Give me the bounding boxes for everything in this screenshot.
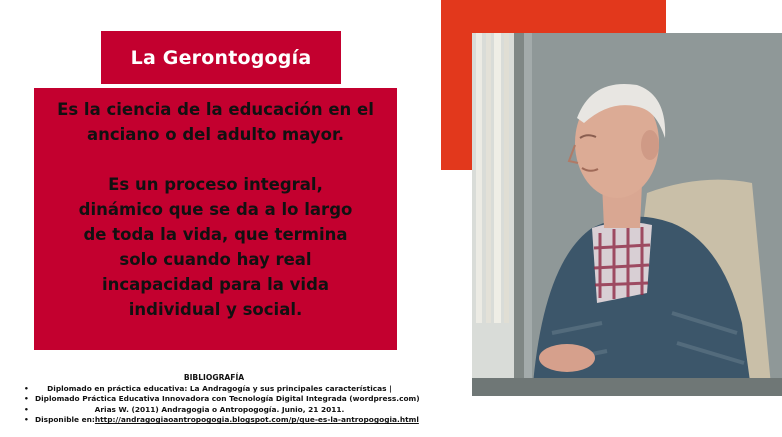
- bibliography-link-prefix: Disponible en:: [35, 415, 95, 425]
- slide-title-box: [101, 31, 341, 84]
- elderly-man-photo: [472, 33, 782, 396]
- bibliography-section: [24, 373, 420, 426]
- bibliography-link[interactable]: http://andragogiaoantropogogia.blogspot.com/p/que-es-la-antropogogia.html: [94, 415, 419, 425]
- definition-box: [34, 88, 397, 350]
- bibliography-item-text: Diplomado Práctica Educativa Innovadora con Tecnología Digital Integrada (wordpress.com): [35, 394, 420, 404]
- bibliography-item-text: Diplomado en práctica educativa: La Andragogía y sus principales características |: [47, 383, 392, 393]
- bibliography-item: [24, 394, 420, 405]
- slide-title: La Gerontogogía: [130, 46, 312, 69]
- bibliography-item: [24, 384, 404, 395]
- bibliography-list: [24, 383, 420, 426]
- bibliography-item: [24, 415, 419, 426]
- bibliography-item: [24, 405, 404, 416]
- definition-paragraph-1: Es la ciencia de la educación en el anciano o del adulto mayor.: [57, 100, 374, 144]
- definition-paragraph-2: Es un proceso integral, dinámico que se da a lo largo de toda la vida, que termina solo cuando hay real incapacidad para la vida individual y social.: [78, 175, 353, 319]
- bibliography-item-text: Arias W. (2011) Andragogia o Antropogogía. Junio, 21 2011.: [94, 404, 345, 414]
- bibliography-heading: BIBLIOGRAFÍA: [183, 373, 245, 382]
